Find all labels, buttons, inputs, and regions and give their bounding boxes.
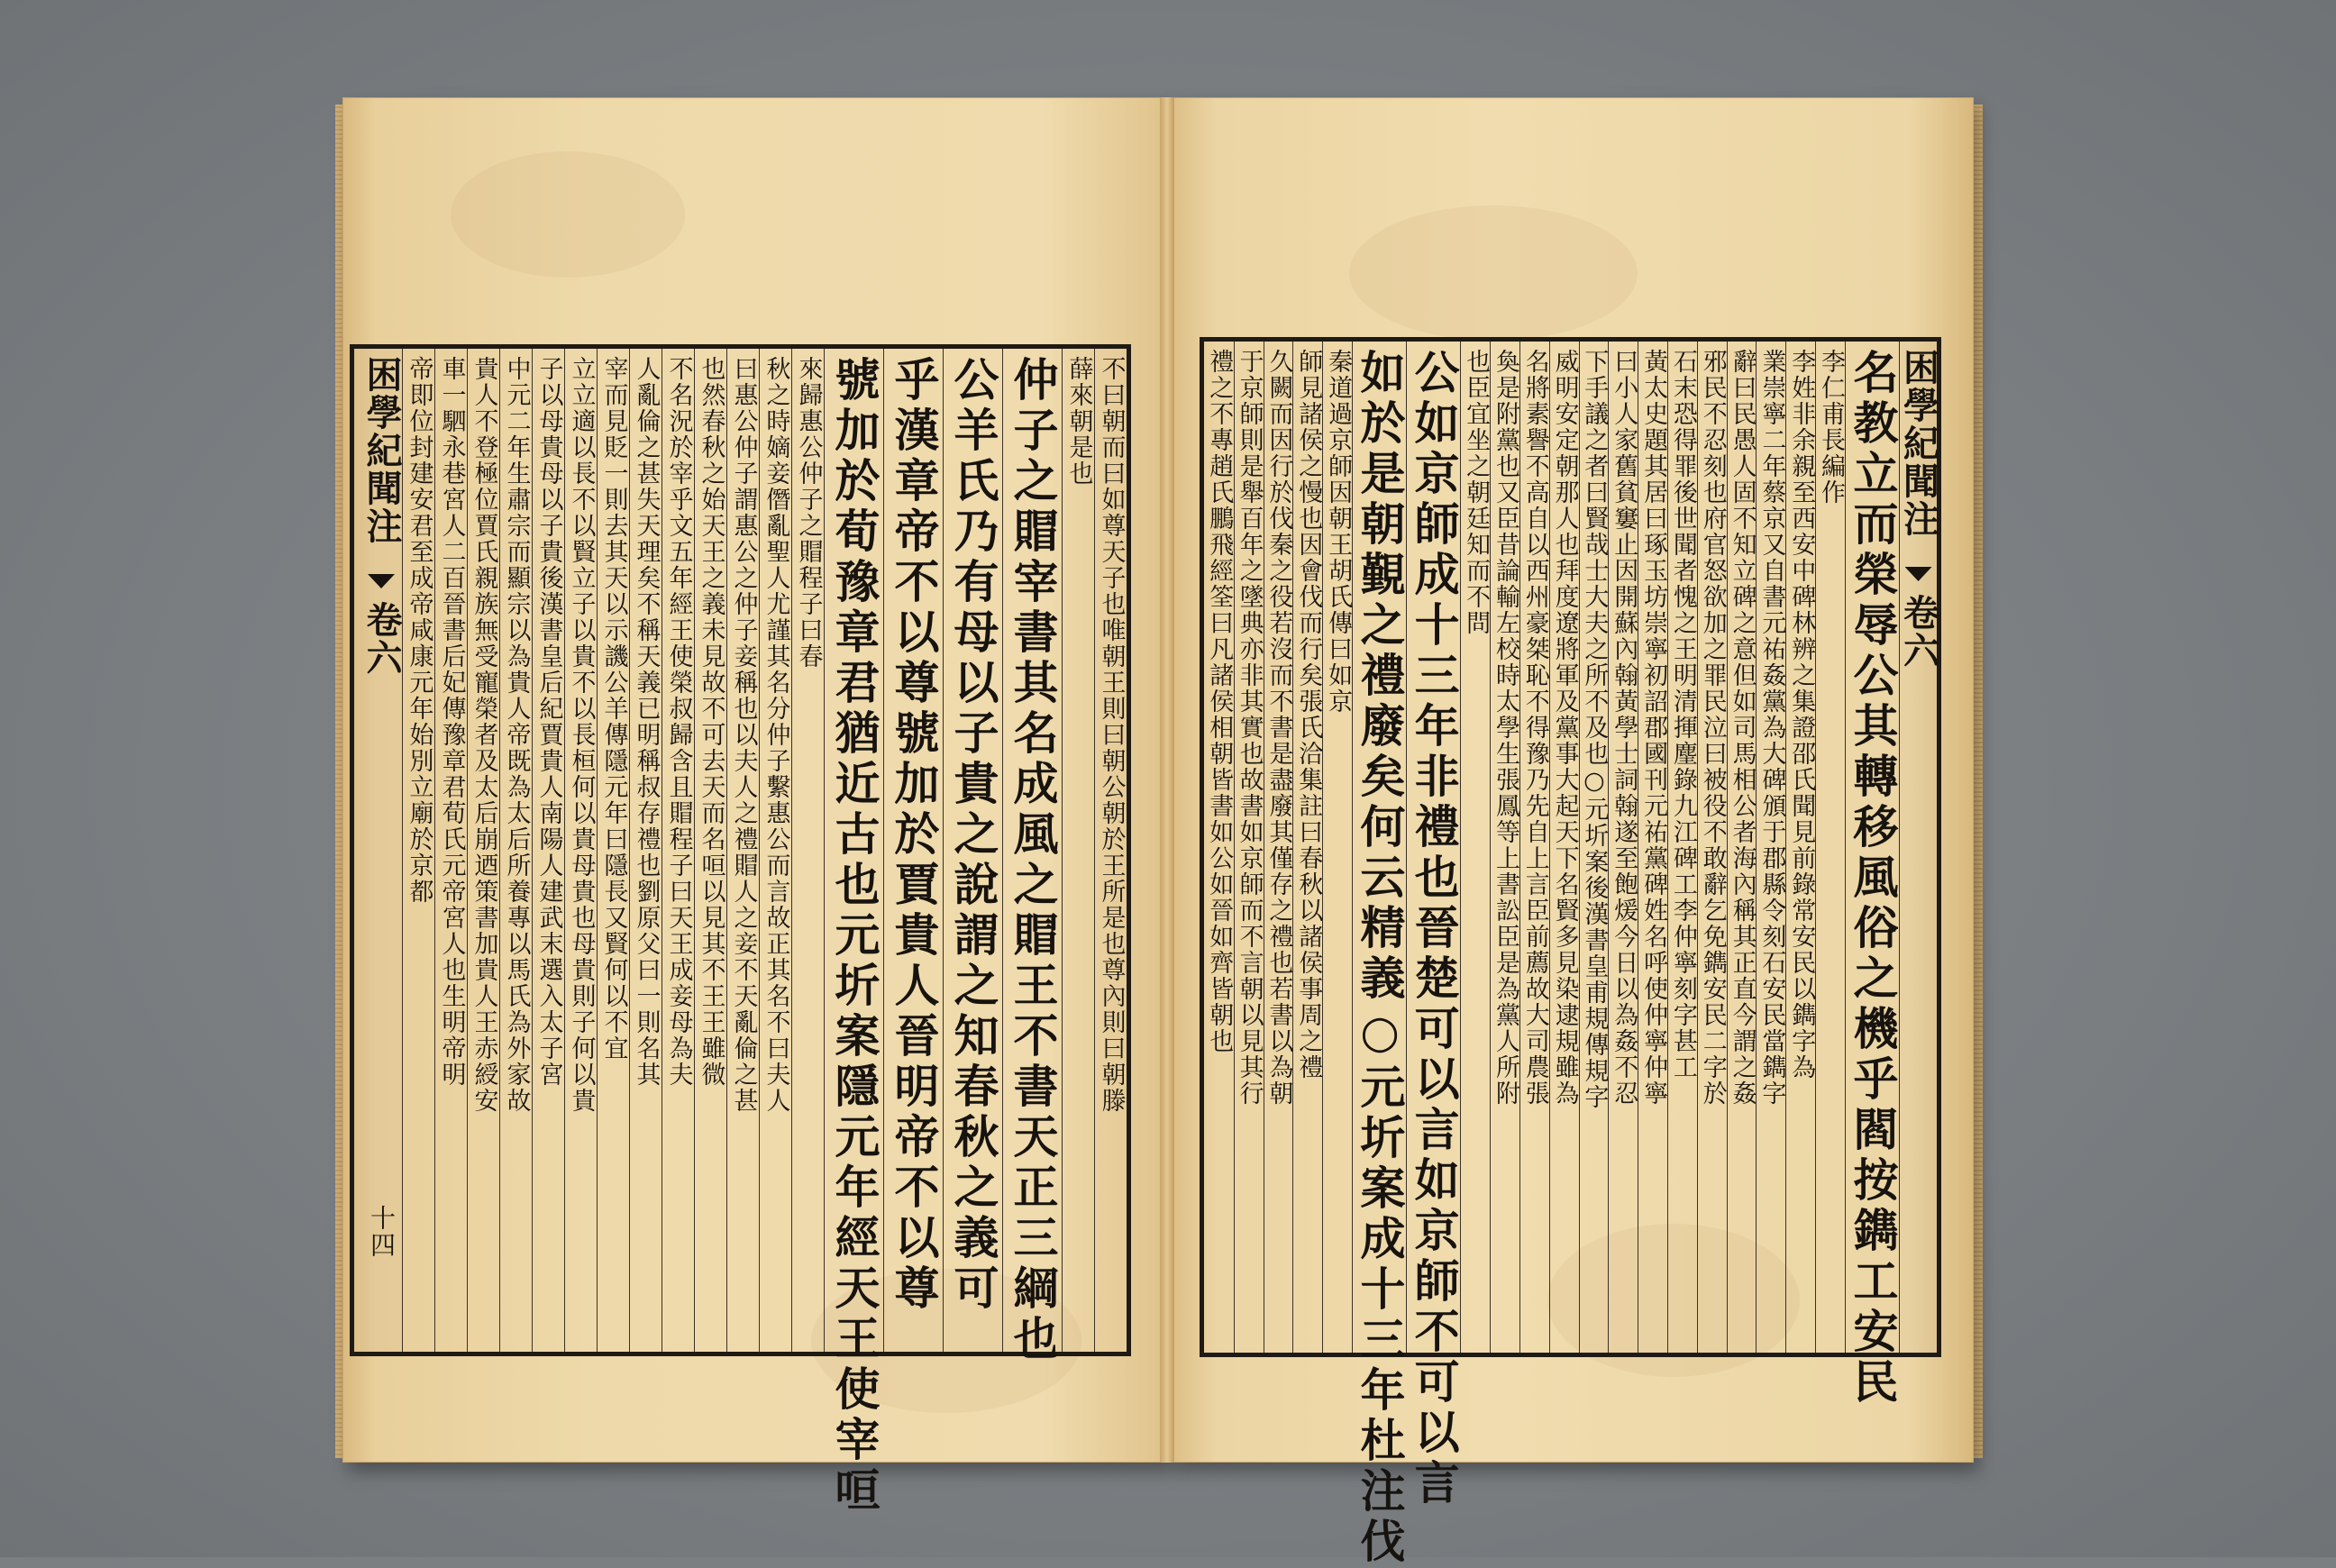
- text-column: [791, 349, 824, 1352]
- column-text: 不曰朝而曰如尊天子也唯朝王則曰朝公朝於王所是也尊內則曰朝滕: [1097, 356, 1126, 1114]
- column-text: 業崇寧二年蔡京又自書元祐姦黨為大碑頒于郡縣令刻石安民當鐫字: [1757, 349, 1786, 1107]
- column-text: 于京師則是舉百年之墜典亦非其實也故書如京師而不言朝以見其行: [1235, 349, 1264, 1107]
- center-strip: [360, 349, 402, 1352]
- column-text: 威明安定朝那人也拜度遼將軍及黨事大起天下名賢多見染逮規雖為: [1550, 349, 1579, 1107]
- text-column: [1094, 349, 1127, 1352]
- text-column: [1234, 342, 1264, 1353]
- text-column: [1519, 342, 1549, 1353]
- column-text: 也然春秋之始天王之義未見故不可去天而名咺以見其不王王雖微: [697, 356, 725, 1088]
- column-text: 邪民不忍刻也府官怒欲加之罪民泣曰被役不敢辭乞免鐫安民二字於: [1698, 349, 1727, 1107]
- text-column: [1490, 342, 1519, 1353]
- text-column: [434, 349, 467, 1352]
- column-text: 來歸惠公仲子之賵程子曰春: [794, 356, 823, 670]
- column-text: 宰而見貶一則去其天以示譏公羊傳隱元年曰隱長又賢何以不宜: [599, 356, 628, 1062]
- text-column: [1638, 342, 1667, 1353]
- text-column: [1697, 342, 1727, 1353]
- column-text: 禮之不專趙氏鵬飛經筌曰凡諸侯相朝皆書如公如晉如齊皆朝也: [1205, 349, 1234, 1054]
- column-text: 李姓非余親至西安中碑林辨之集證邵氏聞見前錄常安民以鐫字為: [1787, 349, 1816, 1080]
- column-text: 石末恐得罪後世聞者愧之王明清揮麈錄九江碑工李仲寧刻字甚工: [1668, 349, 1697, 1080]
- center-strip-title: 困學紀聞注: [360, 356, 403, 545]
- text-column: [1549, 342, 1579, 1353]
- column-text: 黃太史題其居曰琢玉坊崇寧初詔郡國刊元祐黨碑姓名呼使仲寧仲寧: [1639, 349, 1668, 1107]
- column-text: 秦道過京師因朝王胡氏傳曰如京: [1324, 349, 1353, 715]
- column-text: 公如京師成十三年非禮也晉楚可以言如京師不可以言: [1407, 349, 1461, 1509]
- column-text: 師見諸侯之慢也因會伐而行矣張氏洽集註曰春秋以諸侯事周之禮: [1294, 349, 1323, 1080]
- text-column: [1062, 349, 1094, 1352]
- text-column: [402, 349, 434, 1352]
- text-column: [1292, 342, 1322, 1353]
- fish-tail-mark: [1905, 567, 1932, 581]
- column-text: 貴人不登極位賈氏親族無受寵榮者及太后崩迺策書加貴人王赤綬安: [470, 356, 498, 1114]
- column-text: 子以母貴母以子貴後漢書皇后紀賈貴人南陽人建武末選入太子宮: [534, 356, 563, 1088]
- column-text: 久闕而因行於伐秦之役若沒而不書是盡廢其僅存之禮也若書以為朝: [1264, 349, 1293, 1107]
- text-column: [759, 349, 791, 1352]
- fish-tail-mark: [368, 574, 395, 588]
- book-spine: [1160, 97, 1174, 1463]
- column-text: 辭曰民愚人固不知立碑之意但如司馬相公者海內稱其正直今謂之姦: [1728, 349, 1757, 1107]
- text-column: [662, 349, 694, 1352]
- text-column: [1406, 342, 1461, 1509]
- text-column: [1352, 342, 1407, 1568]
- column-text: 車一駟永巷宮人二百晉書后妃傳豫章君荀氏元帝宮人也生明帝明: [437, 356, 466, 1088]
- column-text: 曰小人家舊貧窶止因開蘇內翰黃學士詞翰遂至飽煖今日以為姦不忍: [1610, 349, 1638, 1107]
- column-text: 仲子之賵宰書其名成風之賵王不書天正三綱也: [1006, 356, 1060, 1365]
- text-column: [467, 349, 499, 1352]
- text-column: [1460, 342, 1490, 1353]
- right-print-block: [1200, 337, 1941, 1568]
- text-column: [1608, 342, 1638, 1353]
- column-text: 中元二年生肅宗而顯宗以為貴人帝既為太后所養專以馬氏為外家故: [502, 356, 531, 1114]
- column-text: 奐是附黨也又臣昔論輸左校時太學生張鳳等上書訟臣是為黨人所附: [1491, 349, 1519, 1107]
- column-text: 曰惠公仲子謂惠公之仲子妾稱也以夫人之禮賵人之妾不天亂倫之甚: [729, 356, 758, 1114]
- column-text: 如於是朝覲之禮廢矣何云精義○元圻案成十三年杜注伐: [1353, 349, 1407, 1568]
- column-text: 帝即位封建安君至成帝咸康元年始別立廟於京都: [405, 356, 433, 905]
- text-column: [1756, 342, 1785, 1353]
- text-column: [499, 349, 532, 1352]
- column-text: 不名況於宰乎文五年經王使榮叔歸含且賵程子曰天王成妾母為夫: [664, 356, 693, 1088]
- center-strip-volume: 卷六: [1897, 594, 1940, 670]
- text-column: [564, 349, 597, 1352]
- folio-number: 十四: [367, 1205, 397, 1259]
- left-print-block: [350, 344, 1131, 1517]
- text-column: [1579, 342, 1609, 1353]
- text-column: [726, 349, 759, 1352]
- text-column: [694, 349, 726, 1352]
- column-text: 乎漢章帝不以尊號加於賈貴人晉明帝不以尊: [887, 356, 941, 1315]
- column-text: 號加於荀豫章君猶近古也元圻案隱元年經天王使宰咺: [827, 356, 881, 1517]
- center-strip: [1897, 342, 1940, 1353]
- text-column: [1204, 342, 1234, 1353]
- text-column: [1667, 342, 1697, 1353]
- text-column: [629, 349, 662, 1352]
- text-column: [1727, 342, 1757, 1353]
- column-text: 薛來朝是也: [1064, 356, 1093, 487]
- column-text: 也臣宜坐之朝廷知而不問: [1462, 349, 1491, 636]
- column-text: 名教立而榮辱公其轉移風俗之機乎閻按鐫工安民: [1846, 349, 1900, 1408]
- column-text: 名將素譽不高自以西州豪桀恥不得豫乃先自上言臣前薦故大司農張: [1520, 349, 1549, 1107]
- center-strip-title: 困學紀聞注: [1897, 349, 1940, 538]
- text-column: [1322, 342, 1352, 1353]
- column-text: 公羊氏乃有母以子貴之說謂之知春秋之義可: [946, 356, 1000, 1315]
- text-column: [1002, 349, 1062, 1365]
- text-column: [824, 349, 883, 1517]
- text-column: [1264, 342, 1293, 1353]
- text-column: [1815, 342, 1845, 1353]
- text-column: [883, 349, 943, 1352]
- text-column: [1845, 342, 1900, 1408]
- text-column: [1785, 342, 1815, 1353]
- column-text: 秋之時嫡妾僭亂聖人尤謹其名分仲子繫惠公而言故正其名不曰夫人: [762, 356, 790, 1114]
- text-column: [943, 349, 1002, 1352]
- column-text: 立立適以長不以賢立子以貴不以長桓何以貴母貴也母貴則子何以貴: [567, 356, 596, 1114]
- column-text: 李仁甫長編作: [1817, 349, 1846, 506]
- column-text: 人亂倫之甚失天理矣不稱天義已明稱叔存禮也劉原父曰一則名其: [632, 356, 661, 1088]
- center-strip-volume: 卷六: [360, 601, 403, 677]
- column-text: 下手議之者曰賢哉士大夫之所不及也○元圻案後漢書皇甫規傳規字: [1580, 349, 1609, 1110]
- text-column: [597, 349, 629, 1352]
- text-column: [532, 349, 564, 1352]
